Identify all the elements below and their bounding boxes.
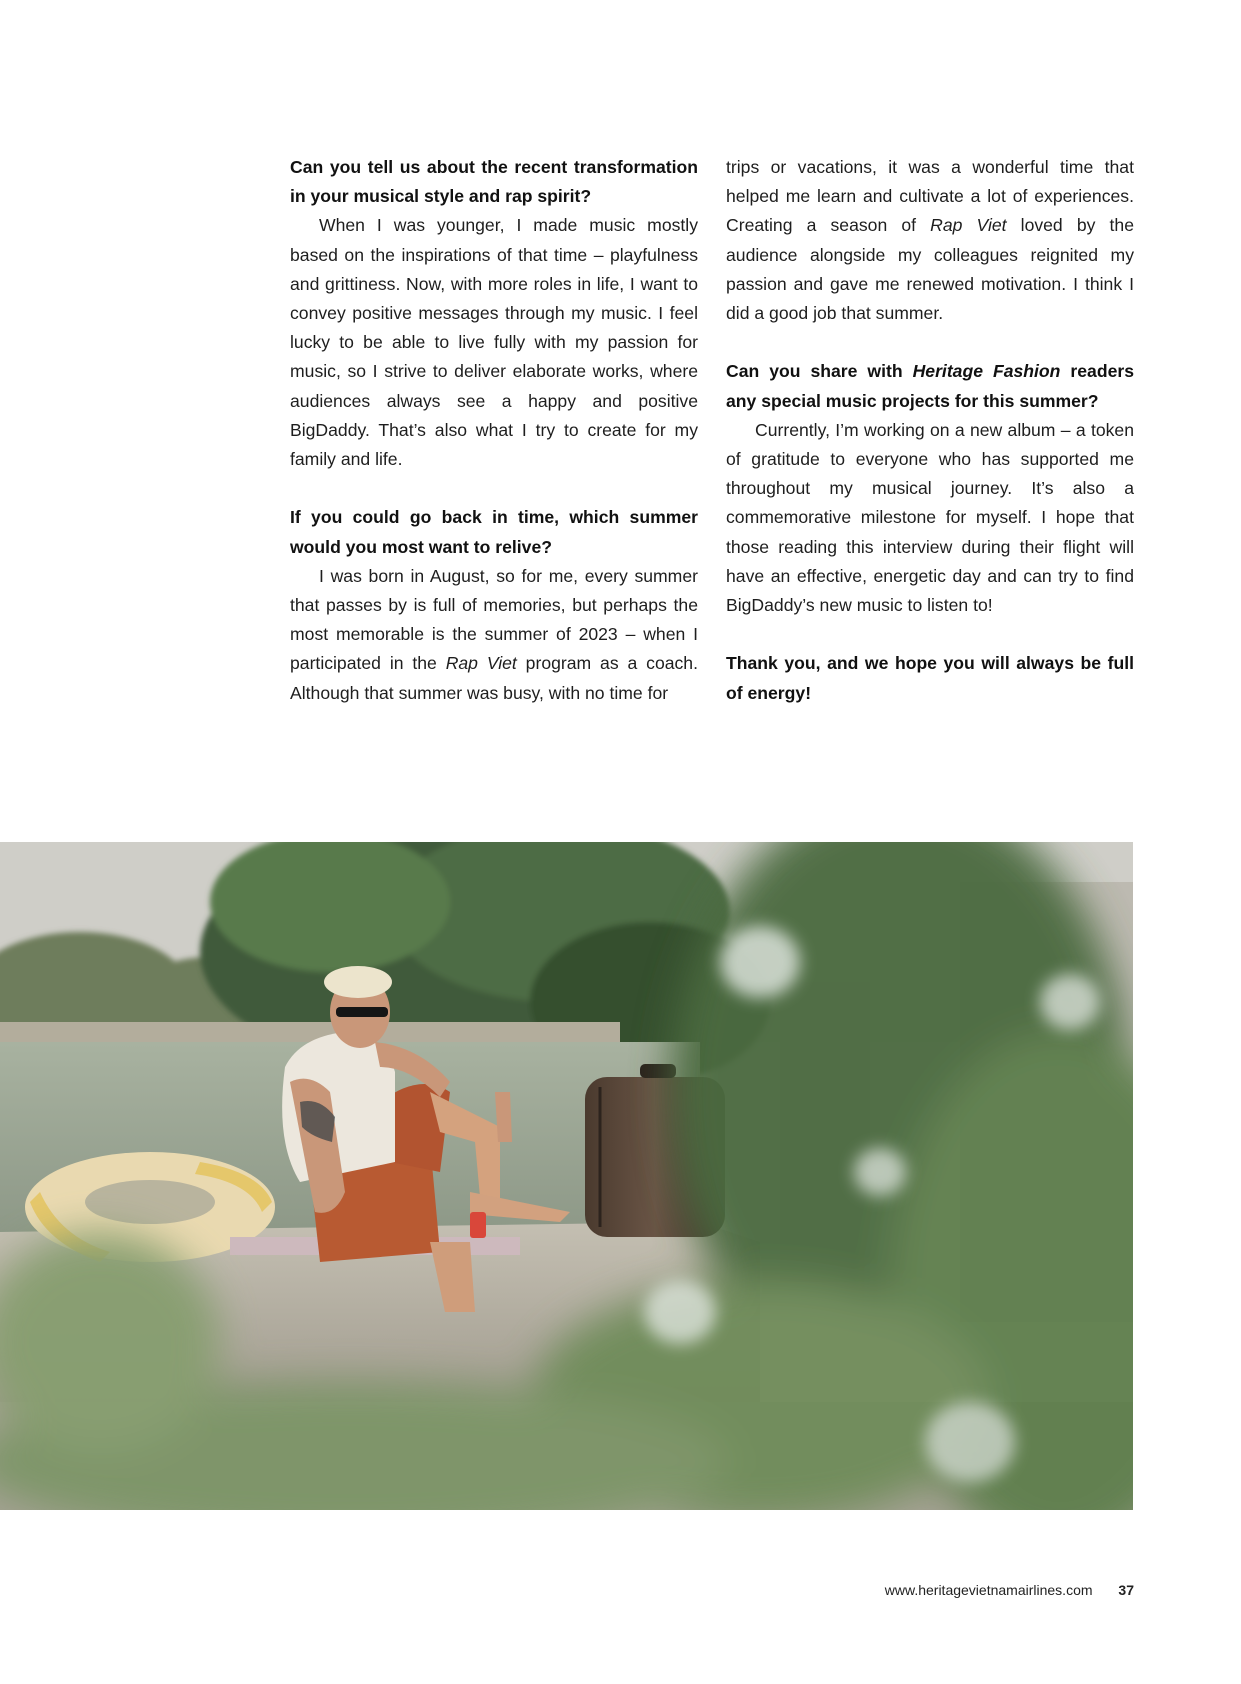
show-title-rap-viet: Rap Viet bbox=[930, 215, 1007, 236]
paragraph-gap bbox=[726, 328, 1134, 357]
answer-2: I was born in August, so for me, every summer that passes by is full of memories, but perhaps the most memorable is the summer of 2023 – when I participated in the Rap Viet program as a coach. Although that summer was busy, with no time for bbox=[290, 565, 698, 703]
website-url: www.heritagevietnamairlines.com bbox=[884, 1582, 1093, 1598]
question-3: Can you share with Heritage Fashion readers any special music projects for this summer? bbox=[726, 361, 1135, 411]
page-footer bbox=[885, 1582, 1134, 1598]
answer-2-continued: trips or vacations, it was a wonderful time that helped me learn and cultivate a lot of experiences. Creating a season of Rap Viet loved by the audience alongside my colleagues reignited my passion and gave me renewed motivation. I think I did a good job that summer. bbox=[726, 157, 1134, 324]
magazine-title: Heritage Fashion bbox=[912, 361, 1061, 382]
feature-photo bbox=[0, 842, 1133, 1510]
poolside-portrait-illustration bbox=[0, 842, 1133, 1510]
paragraph-gap bbox=[290, 474, 698, 503]
paragraph-gap bbox=[726, 620, 1134, 649]
closing-line: Thank you, and we hope you will always be full of energy! bbox=[726, 653, 1134, 703]
page-number: 37 bbox=[1118, 1582, 1134, 1598]
show-title-rap-viet: Rap Viet bbox=[445, 653, 517, 674]
question-1: Can you tell us about the recent transformation in your musical style and rap spirit? bbox=[290, 157, 698, 207]
answer-3: Currently, I’m working on a new album – a token of gratitude to everyone who has supported me throughout my musical journey. It’s also a commemorative milestone for myself. I hope that those reading this interview during their flight will have an effective, energetic day and can try to find BigDaddy’s new music to listen to! bbox=[726, 419, 1134, 616]
article-column-right bbox=[726, 153, 1134, 708]
article-column-left bbox=[290, 153, 698, 708]
answer-1: When I was younger, I made music mostly based on the inspirations of that time – playfulness and grittiness. Now, with more roles in life, I want to convey positive messages through my music. I feel lucky to be able to live fully with my passion for music, so I strive to deliver elaborate works, where audiences always see a happy and positive BigDaddy. That’s also what I try to create for my family and life. bbox=[290, 215, 698, 470]
question-2: If you could go back in time, which summer would you most want to relive? bbox=[290, 507, 698, 557]
